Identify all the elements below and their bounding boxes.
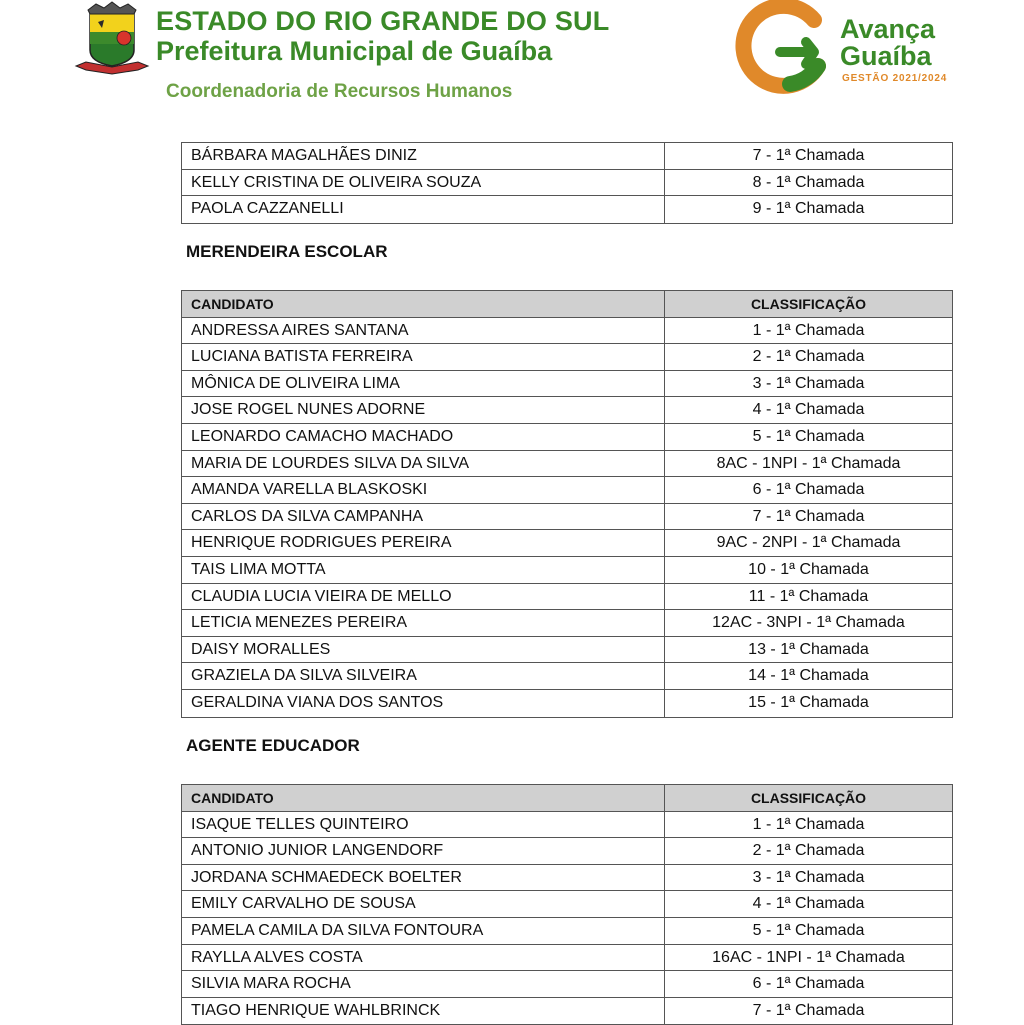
candidate-name: LETICIA MENEZES PEREIRA [182,610,665,636]
table-row [182,690,952,717]
table-row [182,945,952,972]
candidate-name: ISAQUE TELLES QUINTEIRO [182,812,665,838]
candidate-classification: 7 - 1ª Chamada [752,147,865,164]
candidate-name: DAISY MORALLES [182,637,665,663]
candidate-classification: 8 - 1ª Chamada [752,173,865,191]
column-header-classification: CLASSIFICAÇÃO [750,296,867,312]
candidate-classification: 9 - 1ª Chamada [752,200,865,218]
table-row [182,424,952,451]
table-row [182,397,952,424]
candidate-classification: 11 - 1ª Chamada [748,587,869,605]
header-prefeitura: Prefeitura Municipal de Guaíba [156,36,553,66]
candidate-classification: 4 - 1ª Chamada [752,401,865,419]
table-row [182,971,952,998]
column-header-candidate: CANDIDATO [182,785,665,811]
candidate-name: MARIA DE LOURDES SILVA DA SILVA [182,451,665,477]
brand-line1: Avança [840,14,936,44]
candidate-classification: 5 - 1ª Chamada [752,921,865,939]
candidate-classification: 12AC - 3NPI - 1ª Chamada [712,614,905,632]
candidate-name: CLAUDIA LUCIA VIEIRA DE MELLO [182,584,665,610]
candidate-classification: 15 - 1ª Chamada [748,693,869,711]
brand-line2: Guaíba [840,41,932,71]
candidate-name: EMILY CARVALHO DE SOUSA [182,891,665,917]
continuation-table [181,142,953,224]
candidate-classification: 4 - 1ª Chamada [752,895,865,913]
table-row [182,998,952,1025]
table-row [182,504,952,531]
candidate-classification: 1 - 1ª Chamada [752,321,865,339]
table-row [182,170,952,197]
table-row [182,865,952,892]
candidate-name: KELLY CRISTINA DE OLIVEIRA SOUZA [182,170,665,196]
candidate-classification: 9AC - 2NPI - 1ª Chamada [716,534,901,552]
column-header-classification: CLASSIFICAÇÃO [750,790,867,806]
table-row [182,143,952,170]
table-row [182,610,952,637]
candidate-classification: 1 - 1ª Chamada [752,815,865,833]
candidate-name: HENRIQUE RODRIGUES PEREIRA [182,530,665,556]
table-header-row [182,291,952,318]
candidate-classification: 13 - 1ª Chamada [748,640,869,658]
table-row [182,557,952,584]
candidate-classification: 2 - 1ª Chamada [752,348,865,366]
candidate-classification: 7 - 1ª Chamada [752,1001,865,1019]
candidate-name: LUCIANA BATISTA FERREIRA [182,344,665,370]
agente-table [181,784,953,1025]
header-state: ESTADO DO RIO GRANDE DO SUL [156,6,610,36]
avanca-guaiba-logo-icon [734,0,834,96]
section-title-agente: AGENTE EDUCADOR [186,736,360,755]
table-row [182,891,952,918]
candidate-name: BÁRBARA MAGALHÃES DINIZ [182,143,665,169]
candidate-name: ANTONIO JUNIOR LANGENDORF [182,838,665,864]
table-row [182,371,952,398]
table-row [182,530,952,557]
candidate-name: AMANDA VARELLA BLASKOSKI [182,477,665,503]
merendeira-table [181,290,953,718]
candidate-classification: 10 - 1ª Chamada [748,560,869,578]
avanca-guaiba-logo [734,0,956,96]
candidate-classification: 14 - 1ª Chamada [748,667,869,685]
candidate-name: TIAGO HENRIQUE WAHLBRINCK [182,998,665,1025]
table-row [182,637,952,664]
candidate-name: GRAZIELA DA SILVA SILVEIRA [182,663,665,689]
municipal-coat-of-arms-icon [72,0,152,82]
section-title-merendeira: MERENDEIRA ESCOLAR [186,242,388,261]
candidate-classification: 6 - 1ª Chamada [752,481,865,499]
candidate-name: CARLOS DA SILVA CAMPANHA [182,504,665,530]
candidate-classification: 16AC - 1NPI - 1ª Chamada [712,948,905,966]
table-row [182,344,952,371]
table-row [182,663,952,690]
candidate-name: ANDRESSA AIRES SANTANA [182,318,665,344]
candidate-name: PAMELA CAMILA DA SILVA FONTOURA [182,918,665,944]
table-row [182,838,952,865]
table-header-row [182,785,952,812]
header-coordenadoria: Coordenadoria de Recursos Humanos [166,81,513,102]
table-row [182,477,952,504]
candidate-name: MÔNICA DE OLIVEIRA LIMA [182,371,665,397]
candidate-name: JOSE ROGEL NUNES ADORNE [182,397,665,423]
candidate-name: PAOLA CAZZANELLI [182,196,665,223]
table-row [182,918,952,945]
column-header-candidate: CANDIDATO [182,291,665,317]
candidate-classification: 3 - 1ª Chamada [752,868,865,886]
candidate-name: GERALDINA VIANA DOS SANTOS [182,690,665,717]
candidate-classification: 6 - 1ª Chamada [752,975,865,993]
table-row [182,318,952,345]
brand-line3: GESTÃO 2021/2024 [842,73,948,84]
candidate-classification: 3 - 1ª Chamada [752,374,865,392]
table-row [182,584,952,611]
table-row [182,451,952,478]
candidate-name: RAYLLA ALVES COSTA [182,945,665,971]
table-row [182,812,952,839]
candidate-name: LEONARDO CAMACHO MACHADO [182,424,665,450]
candidate-classification: 8AC - 1NPI - 1ª Chamada [716,454,901,472]
candidate-name: SILVIA MARA ROCHA [182,971,665,997]
table-row [182,196,952,223]
candidate-classification: 5 - 1ª Chamada [752,427,865,445]
candidate-classification: 2 - 1ª Chamada [752,842,865,860]
candidate-classification: 7 - 1ª Chamada [752,507,865,525]
candidate-name: JORDANA SCHMAEDECK BOELTER [182,865,665,891]
candidate-name: TAIS LIMA MOTTA [182,557,665,583]
